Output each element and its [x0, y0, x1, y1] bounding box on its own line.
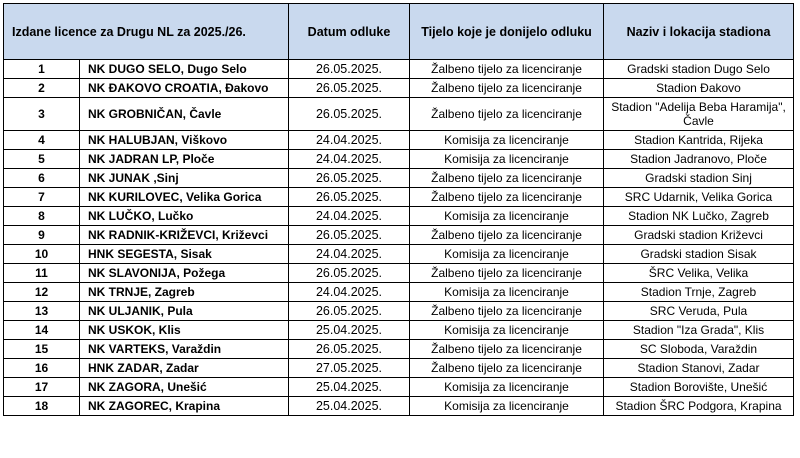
table-row — [4, 302, 794, 321]
stadium-name: Gradski stadion Sisak — [604, 245, 794, 264]
decision-date: 25.04.2025. — [289, 321, 410, 340]
row-number: 4 — [4, 131, 80, 150]
decision-body: Komisija za licenciranje — [410, 378, 604, 397]
club-name: NK GROBNIČAN, Čavle — [80, 98, 289, 131]
table-title: Izdane licence za Drugu NL za 2025./26. — [4, 4, 289, 60]
table-row — [4, 169, 794, 188]
table-row — [4, 150, 794, 169]
stadium-name: Gradski stadion Dugo Selo — [604, 60, 794, 79]
club-name: NK RADNIK-KRIŽEVCI, Križevci — [80, 226, 289, 245]
decision-date: 24.04.2025. — [289, 283, 410, 302]
decision-body: Komisija za licenciranje — [410, 283, 604, 302]
row-number: 8 — [4, 207, 80, 226]
table-row — [4, 131, 794, 150]
table-row — [4, 321, 794, 340]
club-name: NK ZAGOREC, Krapina — [80, 397, 289, 416]
decision-date: 26.05.2025. — [289, 264, 410, 283]
club-name: HNK SEGESTA, Sisak — [80, 245, 289, 264]
stadium-name: Stadion Trnje, Zagreb — [604, 283, 794, 302]
decision-date: 24.04.2025. — [289, 207, 410, 226]
row-number: 7 — [4, 188, 80, 207]
decision-date: 24.04.2025. — [289, 131, 410, 150]
club-name: NK ULJANIK, Pula — [80, 302, 289, 321]
club-name: NK VARTEKS, Varaždin — [80, 340, 289, 359]
decision-date: 26.05.2025. — [289, 79, 410, 98]
stadium-name: Gradski stadion Križevci — [604, 226, 794, 245]
club-name: NK LUČKO, Lučko — [80, 207, 289, 226]
club-name: NK HALUBJAN, Viškovo — [80, 131, 289, 150]
table-row — [4, 60, 794, 79]
header-stadium: Naziv i lokacija stadiona — [604, 4, 794, 60]
decision-body: Žalbeno tijelo za licenciranje — [410, 79, 604, 98]
club-name: NK USKOK, Klis — [80, 321, 289, 340]
row-number: 10 — [4, 245, 80, 264]
table-header-row — [4, 4, 794, 60]
stadium-name: Stadion Đakovo — [604, 79, 794, 98]
decision-body: Komisija za licenciranje — [410, 131, 604, 150]
decision-body: Žalbeno tijelo za licenciranje — [410, 340, 604, 359]
club-name: NK ZAGORA, Unešić — [80, 378, 289, 397]
decision-body: Žalbeno tijelo za licenciranje — [410, 359, 604, 378]
decision-date: 25.04.2025. — [289, 378, 410, 397]
table-body — [4, 60, 794, 416]
decision-body: Komisija za licenciranje — [410, 150, 604, 169]
stadium-name: Stadion Borovište, Unešić — [604, 378, 794, 397]
row-number: 14 — [4, 321, 80, 340]
decision-date: 25.04.2025. — [289, 397, 410, 416]
row-number: 17 — [4, 378, 80, 397]
decision-date: 26.05.2025. — [289, 340, 410, 359]
stadium-name: Stadion "Iza Grada", Klis — [604, 321, 794, 340]
row-number: 9 — [4, 226, 80, 245]
decision-body: Žalbeno tijelo za licenciranje — [410, 188, 604, 207]
decision-date: 26.05.2025. — [289, 302, 410, 321]
stadium-name: Stadion Jadranovo, Ploče — [604, 150, 794, 169]
table-row — [4, 397, 794, 416]
row-number: 3 — [4, 98, 80, 131]
table-row — [4, 340, 794, 359]
club-name: HNK ZADAR, Zadar — [80, 359, 289, 378]
decision-date: 24.04.2025. — [289, 150, 410, 169]
decision-body: Komisija za licenciranje — [410, 245, 604, 264]
stadium-name: Stadion ŠRC Podgora, Krapina — [604, 397, 794, 416]
club-name: NK KURILOVEC, Velika Gorica — [80, 188, 289, 207]
table-row — [4, 207, 794, 226]
stadium-name: Stadion "Adelija Beba Haramija", Čavle — [604, 98, 794, 131]
stadium-name: Gradski stadion Sinj — [604, 169, 794, 188]
table-row — [4, 245, 794, 264]
decision-date: 27.05.2025. — [289, 359, 410, 378]
stadium-name: Stadion Stanovi, Zadar — [604, 359, 794, 378]
row-number: 6 — [4, 169, 80, 188]
stadium-name: Stadion Kantrida, Rijeka — [604, 131, 794, 150]
header-body: Tijelo koje je donijelo odluku — [410, 4, 604, 60]
header-date: Datum odluke — [289, 4, 410, 60]
row-number: 16 — [4, 359, 80, 378]
row-number: 13 — [4, 302, 80, 321]
decision-body: Žalbeno tijelo za licenciranje — [410, 264, 604, 283]
table-row — [4, 188, 794, 207]
table-row — [4, 283, 794, 302]
stadium-name: ŠRC Velika, Velika — [604, 264, 794, 283]
decision-body: Žalbeno tijelo za licenciranje — [410, 226, 604, 245]
decision-body: Komisija za licenciranje — [410, 207, 604, 226]
table-row — [4, 79, 794, 98]
decision-body: Komisija za licenciranje — [410, 321, 604, 340]
decision-date: 26.05.2025. — [289, 188, 410, 207]
table-row — [4, 98, 794, 131]
stadium-name: SC Sloboda, Varaždin — [604, 340, 794, 359]
decision-date: 26.05.2025. — [289, 226, 410, 245]
row-number: 12 — [4, 283, 80, 302]
decision-body: Žalbeno tijelo za licenciranje — [410, 60, 604, 79]
decision-body: Žalbeno tijelo za licenciranje — [410, 169, 604, 188]
row-number: 15 — [4, 340, 80, 359]
club-name: NK ĐAKOVO CROATIA, Đakovo — [80, 79, 289, 98]
table-row — [4, 226, 794, 245]
row-number: 1 — [4, 60, 80, 79]
table-row — [4, 359, 794, 378]
stadium-name: SRC Veruda, Pula — [604, 302, 794, 321]
decision-date: 26.05.2025. — [289, 169, 410, 188]
decision-date: 26.05.2025. — [289, 60, 410, 79]
table-row — [4, 378, 794, 397]
stadium-name: Stadion NK Lučko, Zagreb — [604, 207, 794, 226]
row-number: 18 — [4, 397, 80, 416]
stadium-name: SRC Udarnik, Velika Gorica — [604, 188, 794, 207]
club-name: NK JADRAN LP, Ploče — [80, 150, 289, 169]
row-number: 2 — [4, 79, 80, 98]
table-row — [4, 264, 794, 283]
decision-body: Komisija za licenciranje — [410, 397, 604, 416]
decision-date: 24.04.2025. — [289, 245, 410, 264]
club-name: NK SLAVONIJA, Požega — [80, 264, 289, 283]
row-number: 11 — [4, 264, 80, 283]
club-name: NK JUNAK ,Sinj — [80, 169, 289, 188]
decision-body: Žalbeno tijelo za licenciranje — [410, 98, 604, 131]
row-number: 5 — [4, 150, 80, 169]
licence-table — [3, 3, 794, 416]
decision-date: 26.05.2025. — [289, 98, 410, 131]
decision-body: Žalbeno tijelo za licenciranje — [410, 302, 604, 321]
club-name: NK TRNJE, Zagreb — [80, 283, 289, 302]
club-name: NK DUGO SELO, Dugo Selo — [80, 60, 289, 79]
